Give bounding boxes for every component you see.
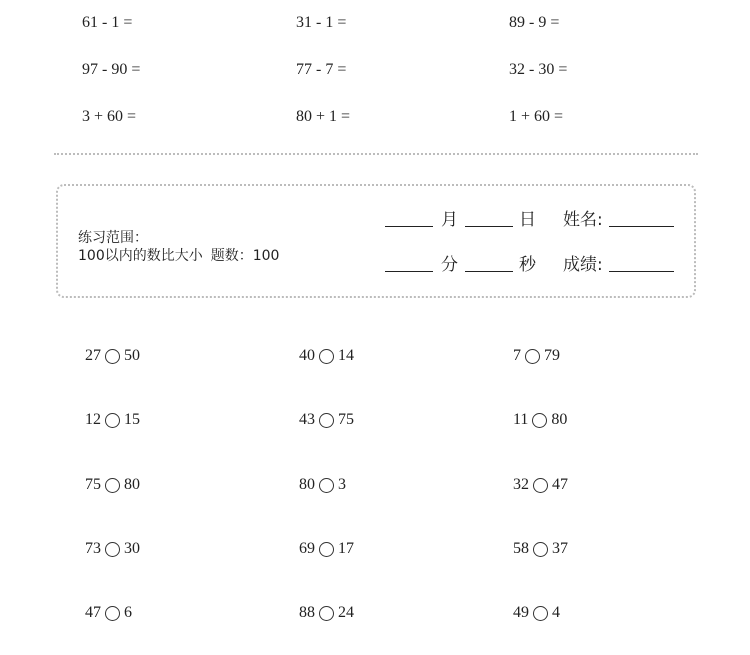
equation: 32 - 30 =: [509, 61, 568, 78]
name-label: 姓名:: [563, 210, 603, 230]
answer-circle[interactable]: [525, 349, 540, 364]
right-number: 80: [551, 411, 568, 428]
comparison-item: [299, 604, 354, 622]
equation: 1 + 60 =: [509, 108, 564, 125]
answer-circle[interactable]: [319, 542, 334, 557]
right-number: 24: [338, 604, 354, 621]
answer-circle[interactable]: [532, 413, 547, 428]
equation: 77 - 7 =: [296, 61, 347, 78]
equation: 89 - 9 =: [509, 14, 560, 31]
right-number: 75: [338, 411, 354, 428]
second-label: 秒: [519, 255, 536, 275]
comparison-item: [299, 476, 346, 494]
left-number: 32: [513, 476, 529, 493]
month-label: 月: [441, 210, 458, 230]
answer-circle[interactable]: [319, 413, 334, 428]
comparison-item: [85, 476, 140, 494]
comparison-item: [85, 411, 140, 429]
right-number: 80: [124, 476, 140, 493]
score-blank[interactable]: [609, 271, 674, 272]
right-number: 15: [124, 411, 140, 428]
equation: 80 + 1 =: [296, 108, 351, 125]
left-number: 49: [513, 604, 529, 621]
comparison-item: [513, 604, 560, 622]
question-count: 题数：100: [210, 248, 280, 264]
answer-circle[interactable]: [319, 606, 334, 621]
left-number: 12: [85, 411, 101, 428]
equation: 97 - 90 =: [82, 61, 141, 78]
right-number: 50: [124, 347, 140, 364]
left-number: 80: [299, 476, 315, 493]
left-number: 58: [513, 540, 529, 557]
left-number: 27: [85, 347, 101, 364]
right-number: 47: [552, 476, 568, 493]
minute-label: 分: [441, 255, 458, 275]
answer-circle[interactable]: [105, 349, 120, 364]
comparison-item: [85, 604, 132, 622]
comparison-item: [85, 540, 140, 558]
left-number: 75: [85, 476, 101, 493]
answer-circle[interactable]: [105, 478, 120, 493]
dotted-divider: [54, 153, 698, 155]
minute-blank[interactable]: [385, 271, 433, 272]
comparison-item: [299, 540, 354, 558]
score-label: 成绩:: [563, 255, 603, 275]
answer-circle[interactable]: [533, 478, 548, 493]
practice-scope: [78, 229, 279, 265]
right-number: 30: [124, 540, 140, 557]
equation: 61 - 1 =: [82, 14, 133, 31]
right-number: 79: [544, 347, 560, 364]
left-number: 73: [85, 540, 101, 557]
comparison-item: [85, 347, 140, 365]
right-number: 37: [552, 540, 568, 557]
answer-circle[interactable]: [105, 542, 120, 557]
answer-circle[interactable]: [319, 349, 334, 364]
right-number: 14: [338, 347, 354, 364]
left-number: 7: [513, 347, 521, 364]
left-number: 47: [85, 604, 101, 621]
left-number: 69: [299, 540, 315, 557]
scope-label: 练习范围：: [78, 230, 148, 246]
comparison-item: [299, 347, 354, 365]
right-number: 17: [338, 540, 354, 557]
second-blank[interactable]: [465, 271, 513, 272]
answer-circle[interactable]: [533, 542, 548, 557]
right-number: 3: [338, 476, 346, 493]
scope-topic: 100以内的数比大小: [78, 248, 203, 264]
right-number: 6: [124, 604, 132, 621]
answer-circle[interactable]: [319, 478, 334, 493]
answer-circle[interactable]: [105, 606, 120, 621]
day-blank[interactable]: [465, 226, 513, 227]
comparison-item: [513, 540, 568, 558]
left-number: 40: [299, 347, 315, 364]
answer-circle[interactable]: [105, 413, 120, 428]
comparison-item: [513, 411, 567, 429]
name-blank[interactable]: [609, 226, 674, 227]
comparison-item: [299, 411, 354, 429]
left-number: 88: [299, 604, 315, 621]
answer-circle[interactable]: [533, 606, 548, 621]
comparison-item: [513, 347, 560, 365]
comparison-item: [513, 476, 568, 494]
month-blank[interactable]: [385, 226, 433, 227]
equation: 3 + 60 =: [82, 108, 137, 125]
left-number: 11: [513, 411, 529, 428]
right-number: 4: [552, 604, 560, 621]
left-number: 43: [299, 411, 315, 428]
day-label: 日: [519, 210, 536, 230]
equation: 31 - 1 =: [296, 14, 347, 31]
